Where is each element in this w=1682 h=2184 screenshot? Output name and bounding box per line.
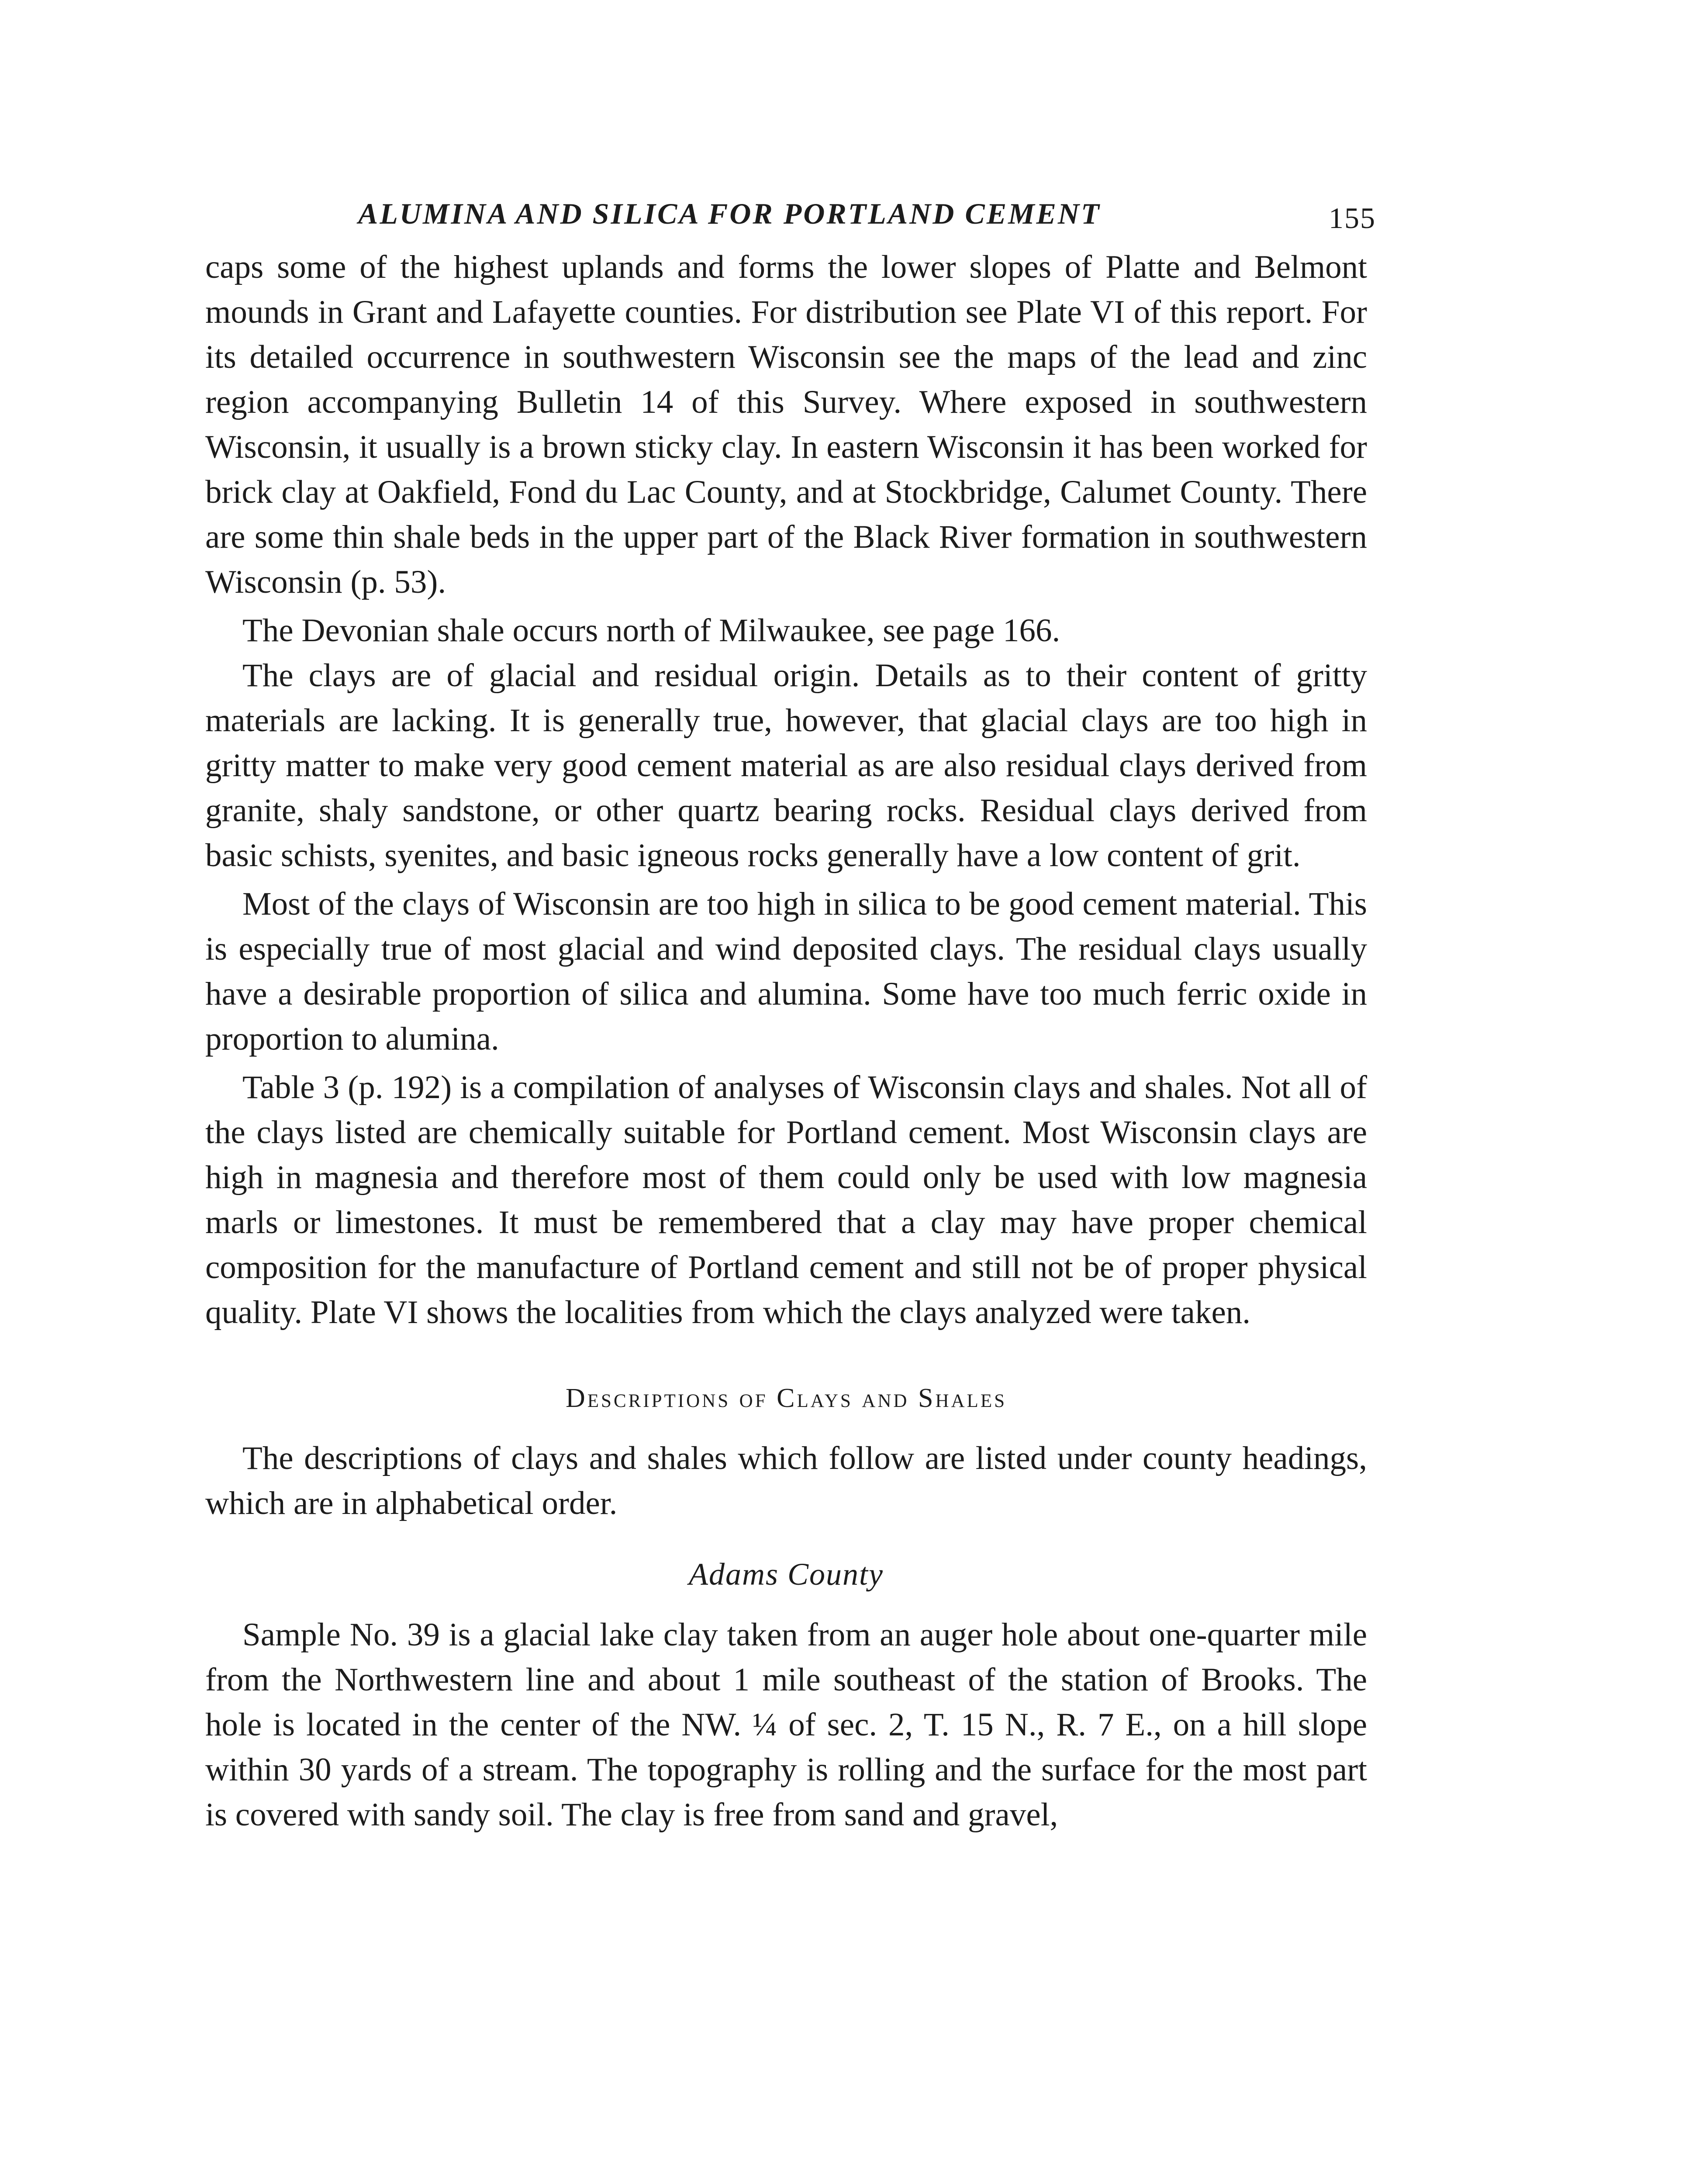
body-paragraph-4: Most of the clays of Wisconsin are too high in silica to be good cement material. This is especially true of most glacial and wind deposited clays. The residual clays usually have a desirable proportion of silica and alumina. Some have too much ferric oxide in proportion to alumina. bbox=[205, 886, 1367, 1057]
running-title: ALUMINA AND SILICA FOR PORTLAND CEMENT bbox=[358, 197, 1101, 230]
body-paragraph-1: caps some of the highest uplands and forms the lower slopes of Platte and Belmont mounds in Grant and Lafayette counties. For distribution see Plate VI of this report. For its detailed occurrence in southwestern Wisconsin see the maps of the lead and zinc region accompanying Bulletin 14 of this Survey. Where exposed in southwestern Wisconsin, it usually is a brown sticky clay. In eastern Wisconsin it has been worked for brick clay at Oakfield, Fond du Lac County, and at Stockbridge, Calumet County. There are some thin shale beds in the upper part of the Black River formation in southwestern Wisconsin (p. 53). bbox=[205, 249, 1367, 600]
document-page bbox=[205, 192, 1376, 1837]
body-paragraph-3: The clays are of glacial and residual origin. Details as to their content of gritty materials are lacking. It is generally true, however, that glacial clays are too high in gritty matter to make very good cement material as are also residual clays derived from granite, shaly sandstone, or other quartz bearing rocks. Residual clays derived from basic schists, syenites, and basic igneous rocks generally have a low content of grit. bbox=[205, 657, 1367, 874]
body-paragraph-5: Table 3 (p. 192) is a compilation of analyses of Wisconsin clays and shales. Not all of the clays listed are chemically suitable for Portland cement. Most Wisconsin clays are high in magnesia and therefore most of them could only be used with low magnesia marls or limestones. It must be remembered that a clay may have proper chemical composition for the manufacture of Portland cement and still not be of proper physical quality. Plate VI shows the localities from which the clays analyzed were taken. bbox=[205, 1069, 1367, 1330]
running-header bbox=[205, 192, 1376, 245]
section-heading: Descriptions of Clays and Shales bbox=[565, 1383, 1007, 1413]
section-paragraph: The descriptions of clays and shales which follow are listed under county headings, which are in alphabetical order. bbox=[205, 1440, 1367, 1521]
page-number: 155 bbox=[1329, 201, 1376, 235]
county-paragraph: Sample No. 39 is a glacial lake clay taken from an auger hole about one-quarter mile from the Northwestern line and about 1 mile southeast of the station of Brooks. The hole is located in the center of the NW. ¼ of sec. 2, T. 15 N., R. 7 E., on a hill slope within 30 yards of a stream. The topography is rolling and the surface for the most part is covered with sandy soil. The clay is free from sand and gravel, bbox=[205, 1617, 1367, 1833]
body-paragraph-2: The Devonian shale occurs north of Milwaukee, see page 166. bbox=[242, 612, 1060, 649]
county-heading: Adams County bbox=[689, 1557, 884, 1592]
